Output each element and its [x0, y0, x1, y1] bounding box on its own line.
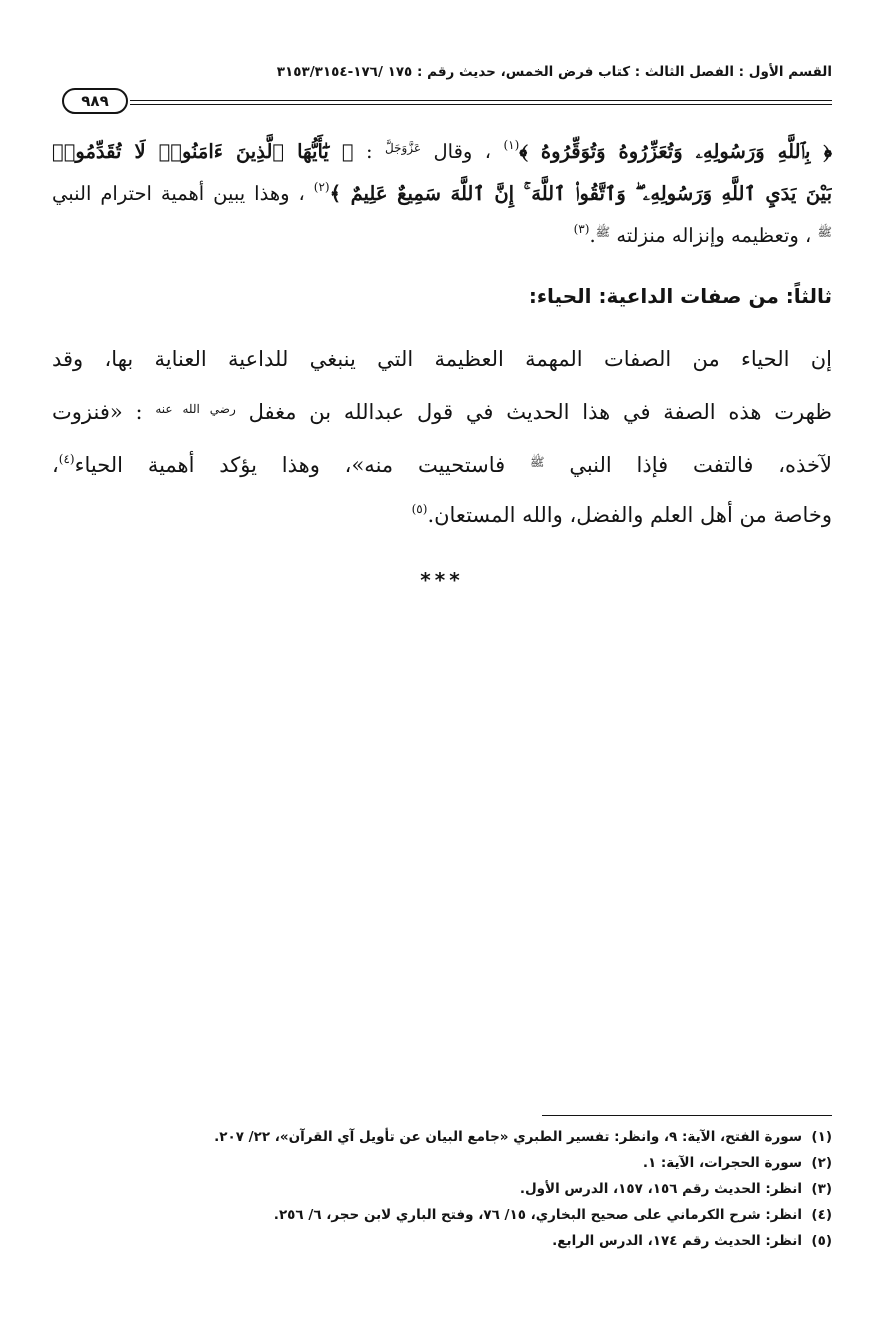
honorific: ﷺ — [817, 225, 832, 239]
intro-line-2 — [52, 166, 832, 208]
body-line-4 — [52, 484, 832, 534]
header-rule-thin — [130, 104, 832, 105]
body-paragraph — [52, 334, 832, 534]
body-line-3 — [52, 434, 832, 484]
body-line-2 — [52, 384, 832, 434]
footnote-item — [52, 1228, 832, 1254]
footnote-ref: (١) — [503, 138, 520, 152]
footnote-ref: (٤) — [58, 452, 75, 466]
body-text: : — [365, 140, 373, 163]
header-rule — [130, 100, 832, 101]
body-text: ، وقال — [433, 140, 492, 163]
body-text: ظهرت هذه الصفة في هذا الحديث في قول عبدالله بن مغفل — [248, 400, 832, 424]
quote-text: فاستحييت منه»، وهذا يؤكد أهمية الحياء — [74, 453, 506, 477]
body-text: . — [589, 224, 596, 247]
body-text: لآخذه، فالتفت فإذا النبي — [569, 453, 832, 477]
body-text: ، وتعظيمه وإنزاله منزلته — [616, 224, 812, 247]
page-number: ٩٨٩ — [62, 88, 128, 114]
footnote-number: (٤) — [811, 1207, 832, 1223]
intro-line-1 — [52, 124, 832, 166]
footnote-text: سورة الفتح، الآية: ٩، وانظر: تفسير الطبري «جامع البيان عن تأويل آي القرآن»، ٢٢/ ٢٠٧. — [214, 1129, 802, 1145]
body-text: ، وهذا يبين أهمية احترام النبي — [52, 182, 305, 205]
footnote-item — [52, 1176, 832, 1202]
footnote-ref: (٥) — [411, 502, 428, 516]
quran-verse: ﴿ بِٱللَّهِ وَرَسُولِهِۦ وَتُعَزِّرُوهُ وَتُوَقِّرُوهُ ﴾ — [519, 140, 832, 163]
footnote-ref: (٢) — [313, 180, 330, 194]
section-separator: *** — [420, 568, 464, 592]
honorific: ﷺ — [530, 455, 545, 469]
footnote-item — [52, 1124, 832, 1150]
footnotes — [52, 1124, 832, 1254]
footnote-rule — [542, 1115, 832, 1116]
footnote-number: (٥) — [811, 1233, 832, 1249]
footnote-ref: (٣) — [573, 222, 590, 236]
footnote-item — [52, 1150, 832, 1176]
footnote-text: انظر: الحديث رقم ١٧٤، الدرس الرابع. — [552, 1233, 802, 1249]
intro-line-3 — [52, 208, 832, 250]
footnote-text: سورة الحجرات، الآية: ١. — [642, 1155, 802, 1171]
honorific: رضي الله عنه — [155, 402, 236, 416]
footnote-number: (١) — [811, 1129, 832, 1145]
running-header: القسم الأول : الفصل الثالث : كتاب فرض الخمس، حديث رقم : ١٧٥ /١٧٦-٣١٥٣/٣١٥٤ — [276, 64, 832, 80]
quote-text: : «فنزوت — [52, 400, 143, 424]
body-line-1: إن الحياء من الصفات المهمة العظيمة التي ينبغي للداعية العناية بها، وقد — [52, 347, 832, 371]
quran-verse: بَيْنَ يَدَيِ ٱللَّهِ وَرَسُولِهِۦ ۖ وَٱتَّقُوا۟ ٱللَّهَ ۚ إِنَّ ٱللَّهَ سَمِيعٌ عَلِيمٌ ﴾ — [329, 182, 832, 205]
body-text: ، — [52, 453, 59, 477]
footnote-item — [52, 1202, 832, 1228]
footnote-text: انظر: شرح الكرماني على صحيح البخاري، ١٥/ ٧٦، وفتح الباري لابن حجر، ٦/ ٢٥٦. — [273, 1207, 802, 1223]
footnote-number: (٣) — [811, 1181, 832, 1197]
footnote-text: انظر: الحديث رقم ١٥٦، ١٥٧، الدرس الأول. — [519, 1181, 802, 1197]
honorific: عَزَّوَجَلَّ — [384, 141, 422, 155]
body-text: وخاصة من أهل العلم والفضل، والله المستعان. — [427, 503, 832, 527]
quran-verse: ﴿ يَٰٓأَيُّهَا ٱلَّذِينَ ءَامَنُوا۟ لَا تُقَدِّمُوا۟ — [52, 140, 354, 163]
footnote-number: (٢) — [811, 1155, 832, 1171]
section-heading: ثالثاً: من صفات الداعية: الحياء: — [528, 284, 832, 308]
intro-paragraph — [52, 124, 832, 250]
honorific: ﷺ — [595, 225, 611, 239]
